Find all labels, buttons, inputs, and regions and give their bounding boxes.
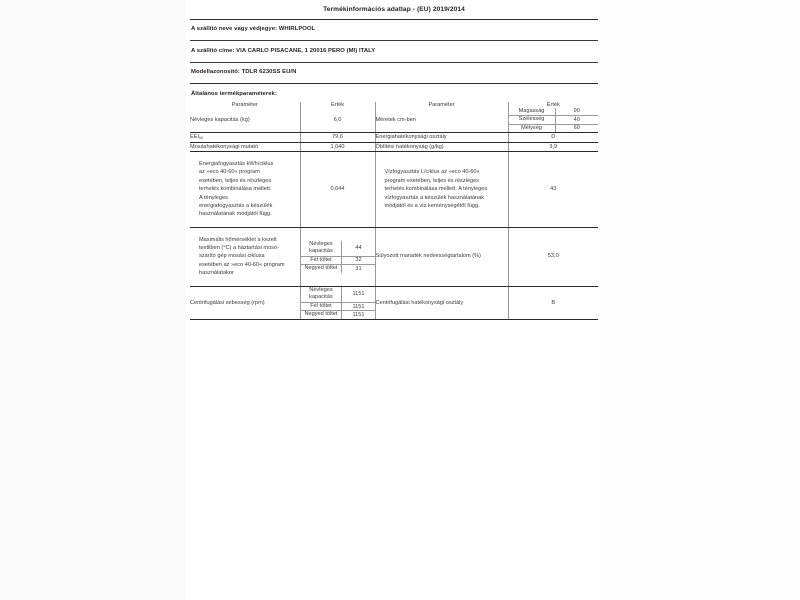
- subtable-row-half-load: [301, 302, 375, 311]
- subtable-row-quarter-load: [301, 311, 375, 319]
- spin-name-half-load: Fél töltet: [301, 302, 342, 311]
- row-label-energy-class: Energiahatékonysági osztály: [375, 133, 508, 142]
- subtable-row-quarter-load: [301, 265, 375, 273]
- header-value-left: Érték: [300, 102, 375, 108]
- row-value-nominal-capacity: 6,0: [300, 108, 375, 133]
- row-label-nominal-capacity: Névleges kapacitás (kg): [190, 108, 300, 133]
- table-row: [190, 133, 598, 142]
- spin-speed-subtable-cell: [300, 286, 375, 319]
- page-title: Termékinformációs adatlap - (EU) 2019/2014: [323, 6, 465, 13]
- table-row: [190, 151, 598, 227]
- dimension-name-width: Szélesség: [509, 116, 556, 125]
- row-value-water-consumption: 43: [508, 151, 598, 227]
- row-value-remaining-moisture: 53,0: [508, 227, 598, 286]
- dimension-name-height: Magasság: [509, 108, 556, 116]
- subtable-row-height: [509, 108, 599, 116]
- row-label-spin-class: Centrifugálási hatékonysági osztály: [375, 286, 508, 319]
- row-label-spin-speed: Centrifugálási sebesség (rpm): [190, 286, 300, 319]
- subtable-row-half-load: [301, 256, 375, 265]
- spin-speed-subtable: [301, 287, 375, 319]
- load-name-half-load: Fél töltet: [301, 256, 342, 265]
- row-label-rinsing-efficiency: Öblítési hatékonyság (g/kg): [375, 142, 508, 151]
- table-row: [190, 108, 598, 133]
- dimension-value-depth: 60: [555, 124, 598, 132]
- table-row: [190, 142, 598, 151]
- spin-value-quarter-load: 1151: [342, 311, 375, 319]
- load-name-quarter-load: Negyed töltet: [304, 265, 338, 272]
- header-value-right: Érték: [508, 102, 598, 108]
- dimensions-subtable: [509, 108, 599, 133]
- subtable-row-rated-capacity: [301, 287, 375, 303]
- subtable-row-width: [509, 116, 599, 125]
- supplier-name-row: A szállító neve vagy védjegye: WHIRLPOOL: [191, 26, 316, 33]
- max-temperature-subtable: [301, 241, 375, 273]
- row-value-washing-efficiency: 1,040: [300, 142, 375, 151]
- dimension-value-width: 40: [555, 116, 598, 125]
- header-parameter-left: Paraméter: [231, 101, 258, 108]
- header-parameter-right: Paraméter: [375, 102, 508, 108]
- max-temperature-subtable-cell: [300, 227, 375, 286]
- row-label-energy-consumption: Energiafogyasztás kWh/ciklus az »eco 40-60« program esetében, teljes és részleges terhelés kombinálása mellett. A tényleges energiafogyasztás a készülék használatának módjától függ.: [190, 151, 300, 227]
- page-margin-left: [0, 0, 186, 600]
- eei-subscript: W: [199, 135, 203, 141]
- spin-name-quarter-load: Negyed töltet: [304, 311, 338, 318]
- row-value-eei: 79,6: [300, 133, 375, 142]
- subtable-row-depth: [509, 124, 599, 132]
- product-information-sheet: [190, 0, 598, 320]
- dimension-value-height: 90: [555, 108, 598, 116]
- row-label-washing-efficiency: Mosáshatékonysági mutató: [190, 142, 300, 151]
- spin-name-rated-capacity: Névleges kapacitás: [301, 287, 342, 303]
- general-parameters-heading: Általános termékparaméterek:: [191, 90, 277, 97]
- supplier-address-row: A szállító címe: VIA CARLO PISACANE, 1 20016 PERO (MI) ITALY: [191, 47, 376, 54]
- load-name-rated-capacity: Névleges kapacitás: [301, 241, 342, 257]
- spin-value-rated-capacity: 1151: [342, 287, 375, 303]
- row-label-eei: [190, 133, 300, 142]
- general-parameters-table: [190, 102, 598, 320]
- model-identifier-row: Modellazonosító: TDLR 6230SS EU/N: [191, 69, 297, 76]
- dimension-name-depth: Mélység: [521, 124, 542, 131]
- row-label-remaining-moisture: Súlyozott maradék nedvességtartalom (%): [375, 227, 508, 286]
- load-value-half-load: 32: [342, 256, 375, 265]
- row-value-rinsing-efficiency: 3,9: [508, 142, 598, 151]
- page-margin-right: [600, 0, 800, 600]
- load-value-rated-capacity: 44: [342, 241, 375, 257]
- table-row: [190, 227, 598, 286]
- subtable-row-rated-capacity: [301, 241, 375, 257]
- row-value-energy-class: D: [508, 133, 598, 142]
- spin-value-half-load: 1151: [342, 302, 375, 311]
- load-value-quarter-load: 31: [342, 265, 375, 273]
- row-label-max-temperature: Maximális hőmérséklet a kezelt textilben (°C) a háztartási mosó-szárító gép mosási ciklusa esetében az »eco 40-60« program használatakor: [190, 227, 300, 286]
- eei-text: EEI: [190, 134, 200, 141]
- dimensions-subtable-cell: [508, 108, 598, 133]
- row-value-spin-class: B: [508, 286, 598, 319]
- table-row: [190, 286, 598, 319]
- row-value-energy-consumption: 0,644: [300, 151, 375, 227]
- row-label-water-consumption: Vízfogyasztás L/ciklus az »eco 40-60« program esetében, teljes és részleges terhelés kombinálása mellett. A tényleges vízfogyasztás a készülék használatának módjától és a víz keménységétől függ.: [375, 151, 508, 227]
- row-label-dimensions: Méretek cm-ben: [375, 108, 508, 133]
